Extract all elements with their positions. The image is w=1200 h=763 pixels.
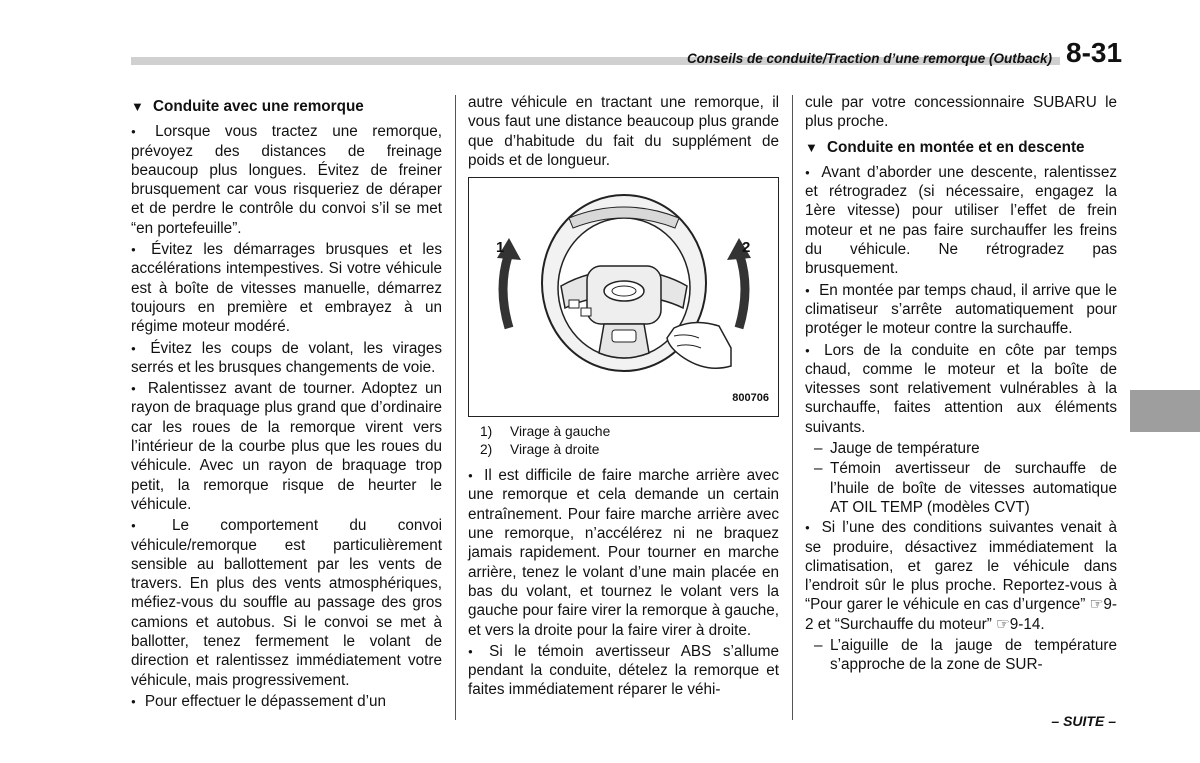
- figure-label-2: 2: [742, 239, 751, 257]
- chapter-tab: [1130, 390, 1200, 432]
- legend-item: 1) Virage à gauche: [480, 424, 611, 440]
- paragraph: ● Évitez les démarrages brusques et les accélérations intempestives. Si votre véhicule est à boîte de vitesses manuelle, démarrez toujours en première et embrayez à un régime moteur modéré.: [131, 240, 442, 336]
- legend-item: 2) Virage à droite: [480, 441, 600, 457]
- paragraph: ● En montée par temps chaud, il arrive que le climatiseur s’arrête automatiquement pour protéger le moteur contre la surchauffe.: [805, 281, 1117, 339]
- steering-wheel-illustration: [469, 178, 780, 418]
- continued-marker: – SUITE –: [1051, 713, 1116, 729]
- paragraph: ● Lorsque vous tractez une remorque, prévoyez des distances de freinage beaucoup plus longues. Évitez de freiner brusquement car vous risqueriez de déraper et de perdre le contrôle du convoi s’il se met “en portefeuille”.: [131, 122, 442, 238]
- page-number: 8-31: [1066, 37, 1123, 68]
- paragraph: ● Évitez les coups de volant, les virages serrés et les brusques changements de voie.: [131, 339, 442, 378]
- section-heading: ▼ Conduite avec une remorque: [131, 98, 364, 115]
- section-title: Conseils de conduite/Traction d’une remorque (Outback): [686, 51, 1052, 66]
- column-2: [468, 93, 779, 702]
- triangle-bullet-icon: ▼: [805, 139, 818, 155]
- paragraph: ● Si l’une des conditions suivantes venait à se produire, désactivez immédiatement la climatisation, et garez le véhicule dans l’endroit sûr le plus proche. Reportez-vous à “Pour garer le véhicule en cas d’urgence” ☞9-2 et “Surchauffe du moteur” ☞9-14.: [805, 518, 1117, 634]
- paragraph: ● Avant d’aborder une descente, ralentissez et rétrogradez (si nécessaire, engagez la 1ère vitesse) pour utiliser l’effet de frein moteur et ne pas faire surchauffer les freins du véhicule. Ne rétrogradez pas brusquement.: [805, 163, 1117, 279]
- dash-item: – Jauge de température: [830, 439, 1117, 458]
- paragraph: ● Si le témoin avertisseur ABS s’allume pendant la conduite, dételez la remorque et faites immédiatement réparer le véhi-: [468, 642, 779, 700]
- paragraph: ● Ralentissez avant de tourner. Adoptez un rayon de braquage plus grand que d’ordinaire car les roues de la remorque virent vers l’intérieur de la courbe plus que les roues du véhicule. Avec un rayon de braquage trop petit, la remorque risque de heurter le véhicule.: [131, 379, 442, 514]
- figure-label-1: 1: [496, 239, 505, 257]
- column-3: [805, 93, 1117, 676]
- triangle-bullet-icon: ▼: [131, 99, 144, 114]
- dash-item: – L’aiguille de la jauge de température s’approche de la zone de SUR-: [830, 636, 1117, 675]
- paragraph: ● Le comportement du convoi véhicule/remorque est particulièrement sensible au ballottement par les vents de travers. En plus des vents atmosphériques, méfiez-vous du souffle au passage des gros camions et autobus. Si le convoi se met à ballotter, tenez fermement le volant de direction et ralentissez immédiatement votre véhicule, mais progressivement.: [131, 516, 442, 690]
- dash-item: – Témoin avertisseur de surchauffe de l’huile de boîte de vitesses automatique AT OIL TEMP (modèles CVT): [830, 459, 1117, 517]
- paragraph: autre véhicule en tractant une remorque, il vous faut une distance beaucoup plus grande que d’habitude du fait du supplément de poids et de longueur.: [468, 94, 779, 169]
- section-heading: ▼ Conduite en montée et en descente: [805, 138, 1085, 156]
- paragraph: cule par votre concessionnaire SUBARU le plus proche.: [805, 94, 1117, 131]
- column-1: [131, 93, 442, 713]
- column-divider: [455, 95, 456, 720]
- paragraph: ● Lors de la conduite en côte par temps chaud, comme le moteur et la boîte de vitesses sont relativement vulnérables à la surchauffe, faites attention aux éléments suivants.: [805, 341, 1117, 437]
- steering-wheel-figure: [468, 177, 779, 417]
- column-divider: [792, 95, 793, 720]
- paragraph: ● Il est difficile de faire marche arrière avec une remorque et cela demande un certain entraînement. Pour faire marche arrière avec une remorque, n’accélérez ni ne braquez jamais rapidement. Pour tourner en marche arrière, tenez le volant d’une main placée en bas du volant, et tournez le volant vers la gauche pour faire virer la remorque à gauche, et vers la droite pour la faire virer à droite.: [468, 466, 779, 640]
- figure-code: 800706: [732, 391, 769, 404]
- paragraph: ● Pour effectuer le dépassement d’un: [131, 692, 442, 711]
